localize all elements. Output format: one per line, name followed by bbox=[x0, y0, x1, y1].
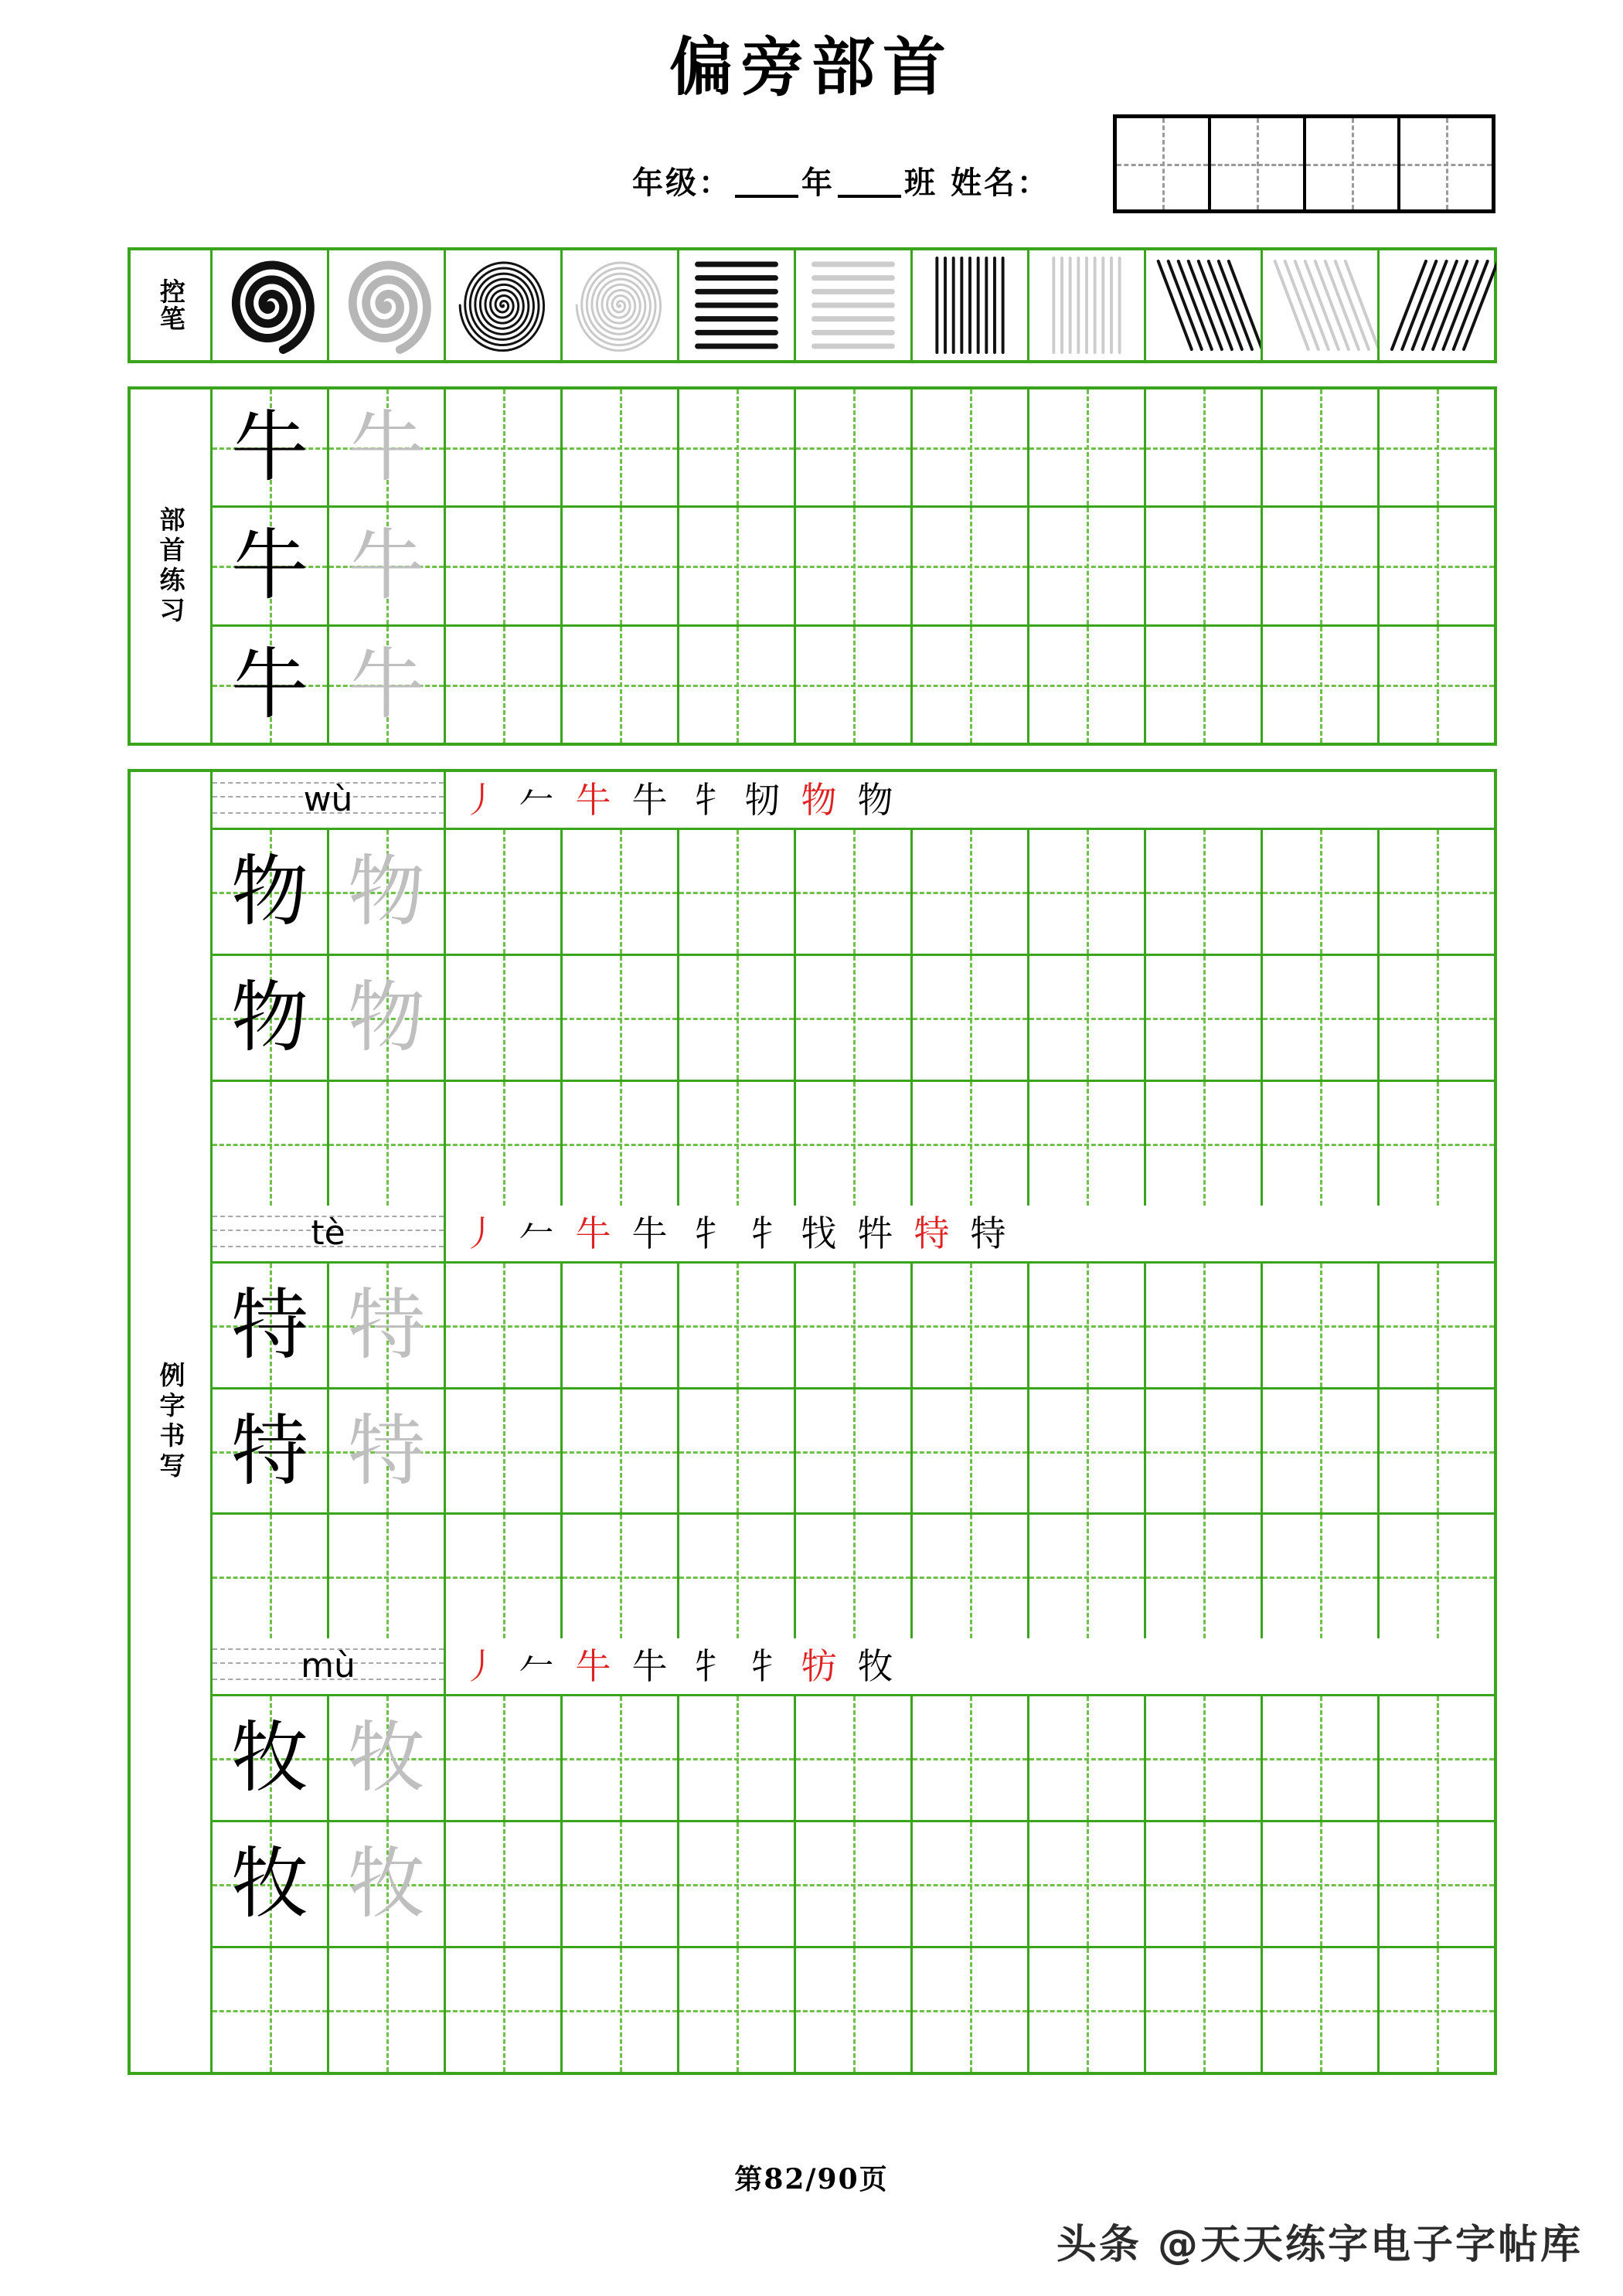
model-character: 特 bbox=[231, 1279, 308, 1370]
tianzige-cell[interactable] bbox=[796, 956, 913, 1080]
tianzige-cell[interactable] bbox=[913, 1515, 1029, 1638]
model-character: 物 bbox=[231, 845, 308, 937]
tianzige-cell[interactable] bbox=[913, 508, 1029, 624]
tianzige-cell[interactable] bbox=[446, 1948, 563, 2072]
tianzige-cell[interactable] bbox=[796, 627, 913, 743]
tianzige-cell[interactable] bbox=[1146, 1822, 1263, 1946]
tianzige-row bbox=[213, 1082, 1494, 1206]
tianzige-cell[interactable] bbox=[329, 1082, 446, 1206]
watermark: 头条 @天天练字电子字帖库 bbox=[1056, 2222, 1583, 2268]
tianzige-cell[interactable] bbox=[1380, 389, 1494, 505]
class-label: 班 bbox=[904, 165, 937, 201]
tianzige-row bbox=[213, 627, 1494, 743]
tianzige-cell[interactable] bbox=[679, 1696, 796, 1820]
example-word-block bbox=[213, 1206, 1494, 1639]
tianzige-cell[interactable] bbox=[796, 389, 913, 505]
tianzige-cell[interactable] bbox=[213, 1082, 329, 1206]
tianzige-cell[interactable] bbox=[563, 1390, 679, 1513]
stroke-order-step: 牛 bbox=[575, 1212, 611, 1254]
stroke-order-sequence bbox=[446, 772, 1494, 828]
grade-label: 年级： bbox=[632, 165, 732, 201]
tianzige-cell[interactable] bbox=[1263, 956, 1380, 1080]
tianzige-cell[interactable] bbox=[913, 1948, 1029, 2072]
model-character: 牛 bbox=[231, 520, 308, 611]
trace-character: 物 bbox=[348, 845, 425, 937]
tianzige-cell[interactable] bbox=[446, 627, 563, 743]
tianzige-cell[interactable] bbox=[446, 830, 563, 954]
trace-character: 牧 bbox=[348, 1839, 425, 1930]
trace-character: 牛 bbox=[348, 402, 425, 493]
tianzige-cell[interactable] bbox=[1380, 627, 1494, 743]
radical-practice-section bbox=[128, 386, 1497, 746]
tianzige-row bbox=[213, 1696, 1494, 1822]
tianzige-cell[interactable] bbox=[1146, 508, 1263, 624]
tianzige-row bbox=[213, 956, 1494, 1082]
tianzige-cell[interactable] bbox=[796, 1390, 913, 1513]
model-character: 牧 bbox=[231, 1713, 308, 1804]
stroke-order-step: 牫 bbox=[801, 1212, 837, 1254]
tianzige-cell[interactable] bbox=[1380, 1696, 1494, 1820]
tianzige-cell[interactable] bbox=[913, 830, 1029, 954]
tianzige-cell[interactable] bbox=[329, 1390, 446, 1513]
tianzige-cell[interactable] bbox=[1263, 1264, 1380, 1387]
tianzige-cell[interactable] bbox=[1380, 1082, 1494, 1206]
tianzige-cell[interactable] bbox=[1029, 1264, 1146, 1387]
word-practice-grid bbox=[213, 1264, 1494, 1639]
tianzige-cell[interactable] bbox=[679, 389, 796, 505]
tianzige-cell[interactable] bbox=[1263, 1822, 1380, 1946]
model-character: 特 bbox=[231, 1405, 308, 1496]
tianzige-cell[interactable] bbox=[213, 508, 329, 624]
tianzige-cell[interactable] bbox=[329, 627, 446, 743]
tianzige-cell[interactable] bbox=[679, 508, 796, 624]
trace-character: 牧 bbox=[348, 1713, 425, 1804]
tianzige-row bbox=[213, 389, 1494, 508]
tianzige-cell[interactable] bbox=[679, 1948, 796, 2072]
name-box-cell[interactable] bbox=[1306, 118, 1400, 209]
tianzige-cell[interactable] bbox=[563, 627, 679, 743]
trace-character: 特 bbox=[348, 1279, 425, 1370]
tianzige-cell[interactable] bbox=[913, 1696, 1029, 1820]
pen-control-label bbox=[131, 250, 213, 360]
tianzige-cell[interactable] bbox=[1029, 627, 1146, 743]
tianzige-cell[interactable] bbox=[563, 956, 679, 1080]
tianzige-cell[interactable] bbox=[446, 1822, 563, 1946]
tianzige-cell[interactable] bbox=[1263, 1515, 1380, 1638]
spiral-thin-black[interactable] bbox=[446, 250, 563, 360]
tianzige-cell[interactable] bbox=[1263, 1696, 1380, 1820]
tianzige-row bbox=[213, 830, 1494, 956]
tianzige-cell[interactable] bbox=[213, 1390, 329, 1513]
tianzige-cell[interactable] bbox=[213, 956, 329, 1080]
tianzige-cell[interactable] bbox=[913, 1390, 1029, 1513]
pen-control-section bbox=[128, 247, 1497, 363]
model-character: 牧 bbox=[231, 1839, 308, 1930]
model-character: 牛 bbox=[231, 402, 308, 493]
tianzige-cell[interactable] bbox=[1380, 956, 1494, 1080]
tianzige-cell[interactable] bbox=[679, 1822, 796, 1946]
grade-blank[interactable] bbox=[735, 168, 798, 198]
stroke-order-step: 𠂉 bbox=[519, 1645, 555, 1688]
tianzige-cell[interactable] bbox=[679, 1515, 796, 1638]
tianzige-cell[interactable] bbox=[1263, 508, 1380, 624]
tianzige-cell[interactable] bbox=[213, 1696, 329, 1820]
tianzige-cell[interactable] bbox=[1029, 1822, 1146, 1946]
tianzige-cell[interactable] bbox=[563, 1515, 679, 1638]
stroke-order-step: 丿 bbox=[462, 779, 498, 821]
tianzige-cell[interactable] bbox=[1146, 1264, 1263, 1387]
tianzige-cell[interactable] bbox=[329, 508, 446, 624]
stroke-order-step: 牛 bbox=[575, 779, 611, 821]
stroke-order-step: 物 bbox=[857, 779, 893, 821]
tianzige-cell[interactable] bbox=[213, 1822, 329, 1946]
lines-horizontal-gray[interactable] bbox=[796, 250, 913, 360]
tianzige-cell[interactable] bbox=[329, 1822, 446, 1946]
tianzige-row bbox=[213, 1948, 1494, 2072]
stroke-order-step: 牜 bbox=[688, 1645, 724, 1688]
pen-control-label-text: 控笔 bbox=[155, 278, 186, 332]
tianzige-row bbox=[213, 1264, 1494, 1390]
tianzige-cell[interactable] bbox=[213, 830, 329, 954]
model-character: 物 bbox=[231, 971, 308, 1063]
example-writing-section bbox=[128, 769, 1497, 2075]
tianzige-cell[interactable] bbox=[679, 956, 796, 1080]
year-label: 年 bbox=[801, 165, 835, 201]
tianzige-cell[interactable] bbox=[213, 627, 329, 743]
tianzige-cell[interactable] bbox=[1146, 956, 1263, 1080]
tianzige-cell[interactable] bbox=[563, 1948, 679, 2072]
stroke-order-sequence bbox=[446, 1638, 1494, 1694]
tianzige-cell[interactable] bbox=[1263, 627, 1380, 743]
class-blank[interactable] bbox=[838, 168, 901, 198]
tianzige-cell[interactable] bbox=[446, 956, 563, 1080]
student-meta-line bbox=[632, 158, 1050, 202]
tianzige-cell[interactable] bbox=[213, 389, 329, 505]
tianzige-cell[interactable] bbox=[679, 1082, 796, 1206]
page-title: 偏旁部首 bbox=[669, 30, 954, 104]
tianzige-cell[interactable] bbox=[213, 1264, 329, 1387]
pinyin-text: mù bbox=[301, 1646, 356, 1686]
stroke-order-step: 特 bbox=[970, 1212, 1006, 1254]
pinyin-text: wù bbox=[303, 780, 353, 819]
stroke-order-step: 牥 bbox=[801, 1645, 837, 1688]
stroke-order-step: 丿 bbox=[462, 1212, 498, 1254]
tianzige-cell[interactable] bbox=[796, 1822, 913, 1946]
tianzige-cell[interactable] bbox=[1380, 1264, 1494, 1387]
stroke-order-step: 牛 bbox=[631, 1212, 668, 1254]
tianzige-cell[interactable] bbox=[1380, 1822, 1494, 1946]
stroke-order-step: 𠂉 bbox=[519, 779, 555, 821]
tianzige-cell[interactable] bbox=[446, 1696, 563, 1820]
name-box-cell[interactable] bbox=[1400, 118, 1492, 209]
pinyin-cell bbox=[213, 1638, 446, 1694]
tianzige-cell[interactable] bbox=[1146, 1390, 1263, 1513]
tianzige-cell[interactable] bbox=[796, 1948, 913, 2072]
tianzige-cell[interactable] bbox=[446, 1264, 563, 1387]
tianzige-cell[interactable] bbox=[1380, 1948, 1494, 2072]
name-box-cell[interactable] bbox=[1211, 118, 1305, 209]
tianzige-cell[interactable] bbox=[913, 1822, 1029, 1946]
trace-character: 物 bbox=[348, 971, 425, 1063]
tianzige-cell[interactable] bbox=[329, 830, 446, 954]
tianzige-cell[interactable] bbox=[329, 956, 446, 1080]
tianzige-cell[interactable] bbox=[1263, 1082, 1380, 1206]
stroke-order-step: 牧 bbox=[857, 1645, 893, 1688]
trace-character: 牛 bbox=[348, 638, 425, 730]
spiral-thick-black[interactable] bbox=[213, 250, 329, 360]
tianzige-cell[interactable] bbox=[796, 1515, 913, 1638]
tianzige-cell[interactable] bbox=[1263, 830, 1380, 954]
radical-practice-label-text: 部首练习 bbox=[155, 505, 186, 627]
tianzige-cell[interactable] bbox=[1380, 830, 1494, 954]
tianzige-cell[interactable] bbox=[213, 1515, 329, 1638]
word-practice-grid bbox=[213, 830, 1494, 1206]
stroke-order-step: 牜 bbox=[688, 1212, 724, 1254]
tianzige-cell[interactable] bbox=[329, 1515, 446, 1638]
tianzige-cell[interactable] bbox=[796, 508, 913, 624]
example-writing-label-text: 例字书写 bbox=[155, 1362, 186, 1482]
name-input-boxes[interactable] bbox=[1113, 114, 1495, 213]
stroke-order-step: 牪 bbox=[857, 1212, 893, 1254]
pinyin-stroke-header bbox=[213, 1206, 1494, 1264]
tianzige-cell[interactable] bbox=[329, 1696, 446, 1820]
tianzige-cell[interactable] bbox=[1146, 830, 1263, 954]
tianzige-cell[interactable] bbox=[1263, 389, 1380, 505]
example-word-blocks bbox=[213, 772, 1494, 2072]
word-practice-grid bbox=[213, 1696, 1494, 2072]
lines-horizontal-black[interactable] bbox=[679, 250, 796, 360]
tianzige-cell[interactable] bbox=[913, 1082, 1029, 1206]
tianzige-cell[interactable] bbox=[1380, 1515, 1494, 1638]
stroke-order-step: 牛 bbox=[575, 1645, 611, 1688]
tianzige-cell[interactable] bbox=[563, 1082, 679, 1206]
pinyin-text: tè bbox=[311, 1213, 345, 1253]
example-word-block bbox=[213, 1638, 1494, 2072]
stroke-order-step: 牛 bbox=[631, 779, 668, 821]
tianzige-cell[interactable] bbox=[1029, 1082, 1146, 1206]
lines-vertical-black[interactable] bbox=[913, 250, 1029, 360]
radical-practice-rows bbox=[213, 389, 1494, 743]
tianzige-cell[interactable] bbox=[796, 830, 913, 954]
stroke-order-step: 特 bbox=[914, 1212, 950, 1254]
tianzige-cell[interactable] bbox=[1146, 389, 1263, 505]
tianzige-cell[interactable] bbox=[1029, 1948, 1146, 2072]
tianzige-cell[interactable] bbox=[1029, 1515, 1146, 1638]
pinyin-stroke-header bbox=[213, 772, 1494, 830]
stroke-order-step: 𠂉 bbox=[519, 1212, 555, 1254]
tianzige-cell[interactable] bbox=[1146, 1082, 1263, 1206]
lines-diagonal-black-down[interactable] bbox=[1146, 250, 1263, 360]
tianzige-cell[interactable] bbox=[446, 1390, 563, 1513]
spiral-thin-gray[interactable] bbox=[563, 250, 679, 360]
name-box-cell[interactable] bbox=[1117, 118, 1211, 209]
tianzige-cell[interactable] bbox=[913, 1264, 1029, 1387]
tianzige-cell[interactable] bbox=[1380, 1390, 1494, 1513]
tianzige-cell[interactable] bbox=[446, 508, 563, 624]
stroke-order-step: 牜 bbox=[744, 1212, 781, 1254]
tianzige-cell[interactable] bbox=[1029, 508, 1146, 624]
trace-character: 牛 bbox=[348, 520, 425, 611]
tianzige-row bbox=[213, 1390, 1494, 1515]
tianzige-row bbox=[213, 1822, 1494, 1948]
stroke-order-step: 物 bbox=[801, 779, 837, 821]
tianzige-cell[interactable] bbox=[446, 1515, 563, 1638]
spiral-thick-gray[interactable] bbox=[329, 250, 446, 360]
stroke-order-step: 牜 bbox=[744, 1645, 781, 1688]
tianzige-row bbox=[213, 1515, 1494, 1638]
radical-practice-label bbox=[131, 389, 213, 743]
tianzige-cell[interactable] bbox=[329, 1264, 446, 1387]
tianzige-cell[interactable] bbox=[1263, 1390, 1380, 1513]
tianzige-cell[interactable] bbox=[446, 1082, 563, 1206]
tianzige-cell[interactable] bbox=[1380, 508, 1494, 624]
tianzige-cell[interactable] bbox=[679, 1390, 796, 1513]
model-character: 牛 bbox=[231, 638, 308, 730]
tianzige-cell[interactable] bbox=[913, 627, 1029, 743]
example-word-block bbox=[213, 772, 1494, 1206]
tianzige-cell[interactable] bbox=[1029, 956, 1146, 1080]
tianzige-cell[interactable] bbox=[679, 830, 796, 954]
tianzige-cell[interactable] bbox=[1146, 1948, 1263, 2072]
lines-diagonal-gray-down[interactable] bbox=[1263, 250, 1380, 360]
tianzige-cell[interactable] bbox=[1263, 1948, 1380, 2072]
tianzige-cell[interactable] bbox=[796, 1082, 913, 1206]
trace-character: 特 bbox=[348, 1405, 425, 1496]
tianzige-cell[interactable] bbox=[1146, 1696, 1263, 1820]
tianzige-cell[interactable] bbox=[796, 1696, 913, 1820]
lines-vertical-gray[interactable] bbox=[1029, 250, 1146, 360]
tianzige-cell[interactable] bbox=[563, 830, 679, 954]
tianzige-cell[interactable] bbox=[563, 1822, 679, 1946]
page-number: 第82/90页 bbox=[734, 2163, 889, 2196]
tianzige-cell[interactable] bbox=[563, 1264, 679, 1387]
tianzige-cell[interactable] bbox=[679, 1264, 796, 1387]
pinyin-stroke-header bbox=[213, 1638, 1494, 1696]
tianzige-cell[interactable] bbox=[1029, 1390, 1146, 1513]
name-label: 姓名： bbox=[950, 165, 1050, 201]
example-writing-label bbox=[131, 772, 213, 2072]
stroke-order-sequence bbox=[446, 1206, 1494, 1261]
tianzige-cell[interactable] bbox=[563, 389, 679, 505]
tianzige-cell[interactable] bbox=[213, 1948, 329, 2072]
lines-diagonal-black-up[interactable] bbox=[1380, 250, 1496, 360]
tianzige-cell[interactable] bbox=[1029, 1696, 1146, 1820]
tianzige-cell[interactable] bbox=[796, 1264, 913, 1387]
tianzige-cell[interactable] bbox=[1146, 627, 1263, 743]
tianzige-cell[interactable] bbox=[563, 1696, 679, 1820]
stroke-order-step: 牜 bbox=[688, 779, 724, 821]
pinyin-cell bbox=[213, 1206, 446, 1261]
tianzige-cell[interactable] bbox=[1029, 389, 1146, 505]
tianzige-cell[interactable] bbox=[679, 627, 796, 743]
tianzige-cell[interactable] bbox=[446, 389, 563, 505]
tianzige-cell[interactable] bbox=[329, 389, 446, 505]
stroke-order-step: 牣 bbox=[744, 779, 781, 821]
tianzige-cell[interactable] bbox=[329, 1948, 446, 2072]
tianzige-cell[interactable] bbox=[913, 389, 1029, 505]
tianzige-cell[interactable] bbox=[1146, 1515, 1263, 1638]
stroke-order-step: 牛 bbox=[631, 1645, 668, 1688]
tianzige-cell[interactable] bbox=[1029, 830, 1146, 954]
stroke-order-step: 丿 bbox=[462, 1645, 498, 1688]
pinyin-cell bbox=[213, 772, 446, 828]
tianzige-cell[interactable] bbox=[563, 508, 679, 624]
tianzige-row bbox=[213, 508, 1494, 626]
tianzige-cell[interactable] bbox=[913, 956, 1029, 1080]
